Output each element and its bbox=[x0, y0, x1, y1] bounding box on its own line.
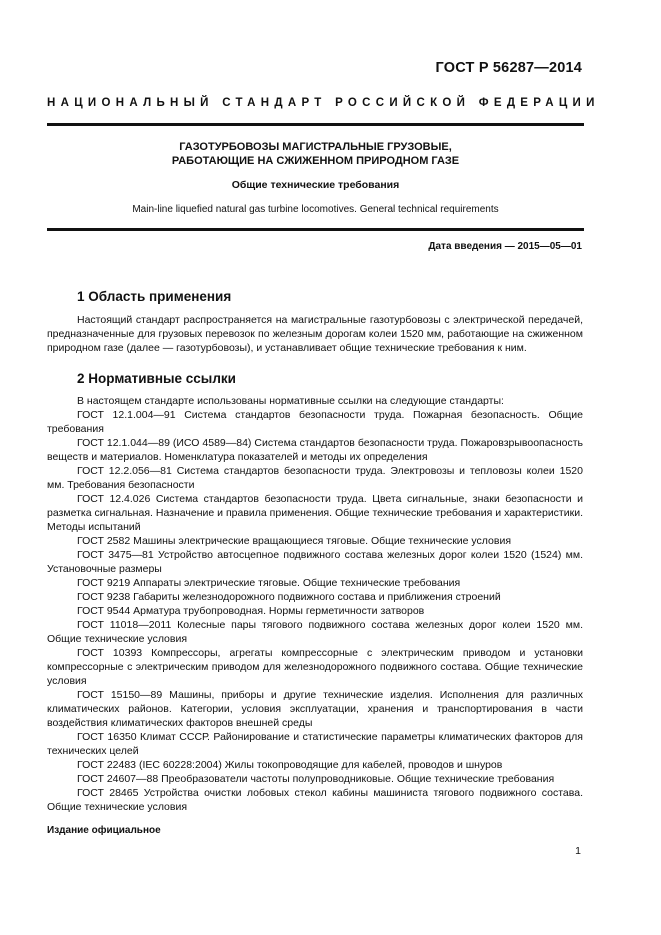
reference-paragraph: ГОСТ 12.1.004—91 Система стандартов безопасности труда. Пожарная безопасность. Общие требования bbox=[47, 409, 583, 435]
reference-paragraph: ГОСТ 10393 Компрессоры, агрегаты компрессорные с электрическим приводом и установки компрессорные с электрическим приводом для железнодорожного подвижного состава. Общие технические условия bbox=[47, 647, 583, 687]
reference-paragraph: ГОСТ 15150—89 Машины, приборы и другие технические изделия. Исполнения для различных климатических районов. Категории, условия эксплуатации, хранения и транспортирования в части воздействия климатических факторов внешней среды bbox=[47, 689, 583, 729]
reference-paragraph: ГОСТ 11018—2011 Колесные пары тягового подвижного состава железных дорог колеи 1520 мм. Общие технические условия bbox=[47, 619, 583, 645]
reference-paragraph: ГОСТ 9219 Аппараты электрические тяговые. Общие технические требования bbox=[77, 577, 461, 589]
reference-paragraph: ГОСТ 28465 Устройства очистки лобовых стекол кабины машиниста тягового подвижного состава. Общие технические условия bbox=[47, 787, 583, 813]
header-rule bbox=[47, 123, 584, 126]
english-title: Main-line liquefied natural gas turbine locomotives. General technical requirements bbox=[132, 204, 499, 215]
introduction-date: Дата введения — 2015—05—01 bbox=[428, 241, 582, 252]
title-line-2: РАБОТАЮЩИЕ НА СЖИЖЕННОМ ПРИРОДНОМ ГАЗЕ bbox=[171, 155, 460, 167]
reference-paragraph: ГОСТ 9544 Арматура трубопроводная. Нормы герметичности затворов bbox=[77, 605, 425, 617]
title-rule bbox=[47, 228, 584, 231]
document-number: ГОСТ Р 56287—2014 bbox=[435, 60, 582, 76]
title-line-1: ГАЗОТУРБОВОЗЫ МАГИСТРАЛЬНЫЕ ГРУЗОВЫЕ, bbox=[179, 141, 452, 153]
reference-paragraph: ГОСТ 12.1.044—89 (ИСО 4589—84) Система стандартов безопасности труда. Пожаровзрывоопасность веществ и материалов. Номенклатура показателей и методы их определения bbox=[47, 437, 583, 463]
reference-paragraph: ГОСТ 12.4.026 Система стандартов безопасности труда. Цвета сигнальные, знаки безопасности и разметка сигнальная. Назначение и правила применения. Общие технические требования и характеристики. Методы испытаний bbox=[47, 493, 583, 533]
reference-paragraph: ГОСТ 9238 Габариты железнодорожного подвижного состава и приближения строений bbox=[77, 591, 501, 603]
section-heading-references: 2 Нормативные ссылки bbox=[77, 371, 236, 386]
reference-paragraph: В настоящем стандарте использованы нормативные ссылки на следующие стандарты: bbox=[77, 395, 504, 407]
section-scope-body bbox=[47, 313, 583, 355]
reference-paragraph: ГОСТ 22483 (IEC 60228:2004) Жилы токопроводящие для кабелей, проводов и шнуров bbox=[77, 759, 503, 771]
document-subtitle: Общие технические требования bbox=[231, 179, 400, 191]
national-standard-header: НАЦИОНАЛЬНЫЙ СТАНДАРТ РОССИЙСКОЙ ФЕДЕРАЦИИ bbox=[47, 97, 600, 109]
scope-paragraph: Настоящий стандарт распространяется на магистральные газотурбовозы с электрической передачей, предназначенные для грузовых перевозок по железным дорогам колеи 1520 мм, работающие на сжиженном природном газе (далее — газотурбовозы), и устанавливает общие технические требования к ним. bbox=[47, 314, 583, 354]
reference-paragraph: ГОСТ 24607—88 Преобразователи частоты полупроводниковые. Общие технические требования bbox=[77, 773, 555, 785]
reference-paragraph: ГОСТ 16350 Климат СССР. Районирование и статистические параметры климатических факторов для технических целей bbox=[47, 731, 583, 757]
reference-paragraph: ГОСТ 3475—81 Устройство автосцепное подвижного состава железных дорог колеи 1520 (1524) мм. Установочные размеры bbox=[47, 549, 583, 575]
document-title bbox=[47, 140, 584, 168]
reference-paragraph: ГОСТ 2582 Машины электрические вращающиеся тяговые. Общие технические условия bbox=[77, 535, 512, 547]
section-heading-scope: 1 Область применения bbox=[77, 289, 232, 304]
section-references-body bbox=[47, 394, 583, 814]
reference-paragraph: ГОСТ 12.2.056—81 Система стандартов безопасности труда. Электровозы и тепловозы колеи 1520 мм. Требования безопасности bbox=[47, 465, 583, 491]
page-number: 1 bbox=[575, 845, 581, 857]
official-edition-label: Издание официальное bbox=[47, 825, 161, 836]
